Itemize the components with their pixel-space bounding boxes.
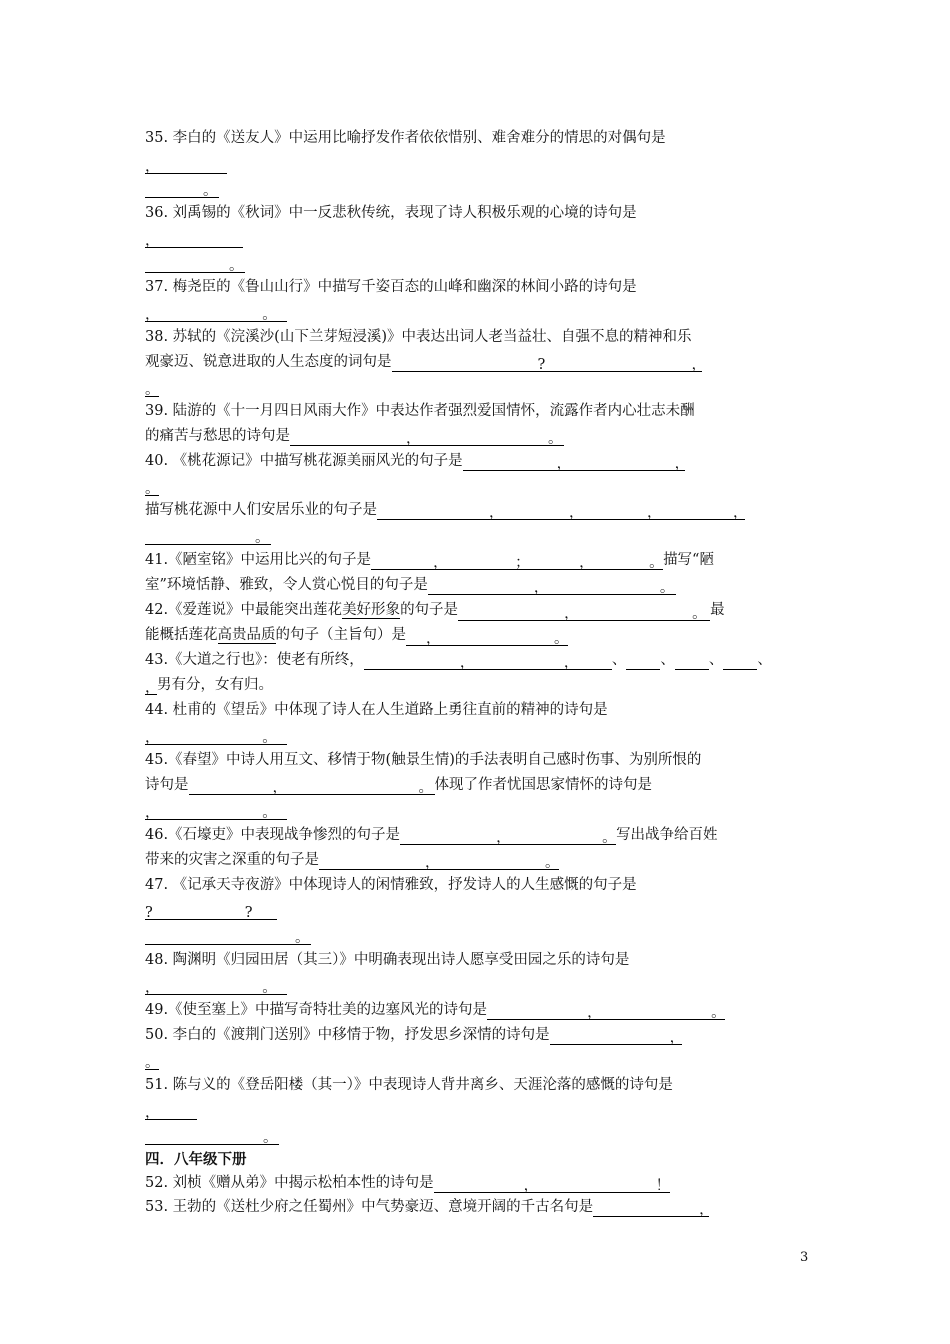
answer-blank[interactable]: 。	[145, 382, 160, 398]
question-35: 35. 李白的《送友人》中运用比喻抒发作者依依惜别、难舍难分的情思的对偶句是	[145, 130, 666, 146]
question-47: 47. 《记承天寺夜游》中体现诗人的闲情雅致，抒发诗人的人生感慨的句子是	[145, 877, 637, 893]
question-50: 50. 李白的《渡荆门送别》中移情于物，抒发思乡深情的诗句是 ，	[145, 1027, 685, 1046]
answer-blank[interactable]: 。	[145, 481, 160, 497]
answer-blank[interactable]: 。	[145, 253, 245, 273]
question-38: 38. 苏轼的《浣溪沙(山下兰芽短浸溪)》中表达出词人老当益壮、自强不息的精神和乐	[145, 329, 692, 345]
question-42-line2: 能概括莲花高贵品质的句子（主旨句）是 ， 。	[145, 627, 569, 647]
question-40: 40. 《桃花源记》中描写桃花源美丽风光的句子是 ， ，	[145, 453, 690, 472]
question-38-line2: 观豪迈、锐意进取的人生态度的词句是 ? ，	[145, 354, 706, 373]
question-37: 37. 梅尧臣的《鲁山山行》中描写千姿百态的山峰和幽深的林间小路的诗句是	[145, 279, 637, 295]
question-43-line2: ，男有分，女有归。	[145, 677, 273, 696]
question-44: 44. 杜甫的《望岳》中体现了诗人在人生道路上勇往直前的精神的诗句是	[145, 702, 608, 718]
question-45: 45.《春望》中诗人用互文、移情于物(触景生情)的手法表明自己感时伤事、为别所恨的	[145, 752, 702, 768]
answer-blank[interactable]: ? ?	[145, 900, 277, 920]
answer-blank[interactable]: 。	[145, 925, 311, 945]
answer-blank[interactable]: ， 。	[145, 725, 287, 745]
question-52: 52. 刘桢《赠从弟》中揭示松柏本性的诗句是 ， ！	[145, 1175, 671, 1194]
question-36: 36. 刘禹锡的《秋词》中一反悲秋传统，表现了诗人积极乐观的心境的诗句是	[145, 205, 637, 221]
question-45-line2: 诗句是 ， 。 体现了作者忧国思家情怀的诗句是	[145, 777, 652, 796]
question-43: 43.《大道之行也》：使老有所终， ， ， 、 、 、 、	[145, 652, 772, 671]
question-49: 49.《使至塞上》中描写奇特壮美的边塞风光的诗句是 ， 。	[145, 1002, 726, 1021]
question-39-line2: 的痛苦与愁思的诗句是 ， 。	[145, 428, 563, 447]
answer-blank[interactable]: 。	[145, 178, 219, 198]
answer-blank[interactable]: ， 。	[145, 302, 287, 322]
answer-blank[interactable]: ，	[145, 154, 227, 174]
question-41: 41.《陋室铭》中运用比兴的句子是 ， ； ， 。描写“陋	[145, 552, 714, 571]
question-40-part2: 描写桃花源中人们安居乐业的句子是 ， ， ， ，	[145, 502, 748, 521]
answer-blank[interactable]: ， 。	[145, 800, 287, 820]
question-41-line2: 室”环境恬静、雅致，令人赏心悦目的句子是 ， 。	[145, 577, 675, 596]
answer-blank[interactable]: ，	[145, 228, 243, 248]
question-46-line2: 带来的灾害之深重的句子是 ， 。	[145, 852, 560, 871]
question-48: 48. 陶渊明《归园田居（其三）》中明确表现出诗人愿享受田园之乐的诗句是	[145, 952, 630, 968]
question-46: 46.《石壕吏》中表现战争惨烈的句子是 ， 。写出战争给百姓	[145, 827, 718, 846]
question-53: 53. 王勃的《送杜少府之任蜀州》中气势豪迈、意境开阔的千古名句是 ，	[145, 1199, 714, 1218]
question-42: 42.《爱莲说》中最能突出莲花美好形象的句子是 ， 。 最	[145, 602, 725, 622]
section-heading: 四．八年级下册	[145, 1152, 247, 1168]
question-39: 39. 陆游的《十一月四日风雨大作》中表达作者强烈爱国情怀，流露作者内心壮志未酬	[145, 403, 695, 419]
answer-blank[interactable]: ， 。	[145, 975, 287, 995]
answer-blank[interactable]: 。	[145, 525, 271, 545]
answer-blank[interactable]: 。	[145, 1055, 160, 1071]
answer-blank[interactable]: ，	[145, 1100, 197, 1120]
page-number: 3	[800, 1250, 809, 1265]
answer-blank[interactable]: 。	[145, 1125, 279, 1145]
question-51: 51. 陈与义的《登岳阳楼（其一）》中表现诗人背井离乡、天涯沦落的感慨的诗句是	[145, 1077, 673, 1093]
